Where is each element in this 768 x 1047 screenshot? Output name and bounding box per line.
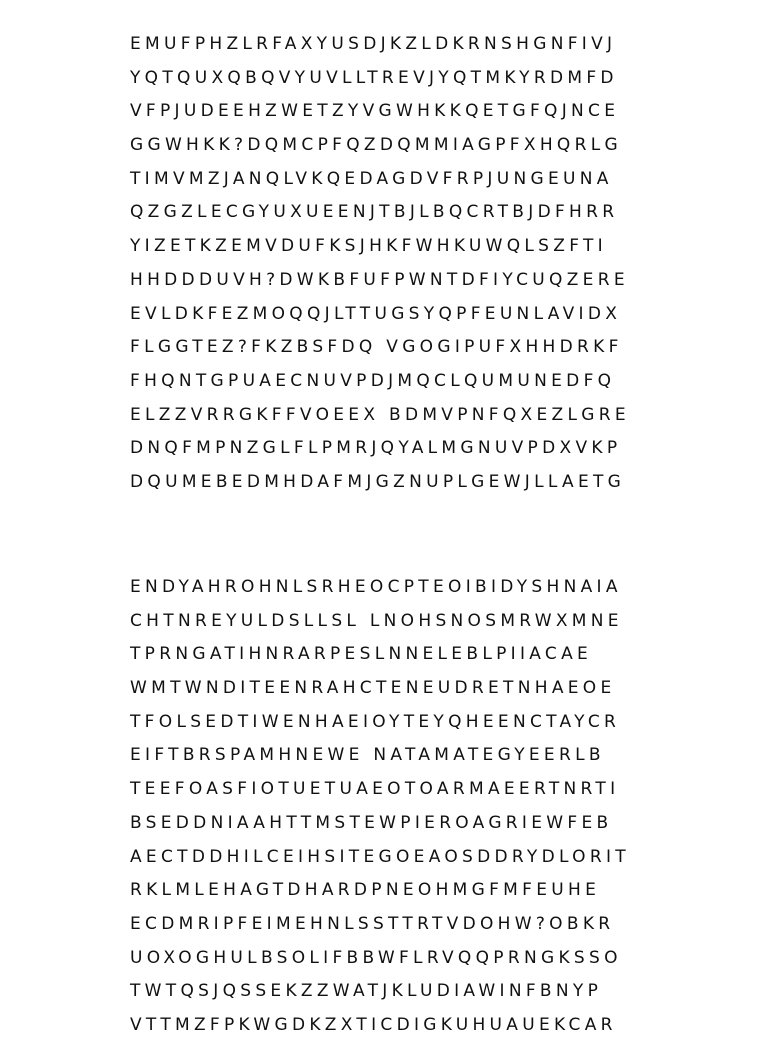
text-line: ENDYAHROHNLSRHEOCPTEOIBIDYSHNAIA <box>130 577 622 597</box>
text-line: GGWHKK?DQMCPFQZDQMMIAGPFXHQRLG <box>130 135 622 156</box>
text-line: DQUMEBEDMHDAFMJGZNUPLGEWJLLAETG <box>130 471 626 492</box>
text-line: AECTDDHILCEIHSITEGOEAOSDDRYDLORIT <box>130 846 630 867</box>
text-line: ELZZVRRGKFFVOEEX BDMVPNFQXEZLGRE <box>130 404 630 425</box>
text-line: TPRNGATIHNRARPESLNNELEBLPIIACAE <box>130 644 593 665</box>
text-line: DNQFMPNZGLFLPMRJQYALMGNUVPDXVKP <box>130 438 622 459</box>
text-line: QZGZLECGYUXUEENJTBJLBQCRTBJDFHRR <box>130 202 619 223</box>
text-line: HHDDDUVH?DWKBFUFPWNTDFIYCUQZERE <box>130 269 629 290</box>
text-line: YQTQUXQBQVYUVLLTREVJYQTMKYRDMFD <box>130 67 618 88</box>
text-line: CHTNREYULDSLLSL LNOHSNOSMRWXMNE <box>130 610 623 631</box>
text-line: EMUFPHZLRFAXYUSDJKZLDKRNSHGNFIVJ <box>130 34 617 54</box>
text-line: VTTMZFPKWGDKZXTICDIGKUHUAUEKCAR <box>130 1014 617 1035</box>
text-line: FHQNTGPUAECNUVPDJMQCLQUMUNEDFQ <box>130 370 616 391</box>
text-line: RKLMLEHAGTDHARDPNEOHMGFMFEUHE <box>130 880 601 901</box>
text-line: TIMVMZJANQLVKQEDAGDVFRPJUNGEUNA <box>130 168 613 189</box>
text-line: EIFTBRSPAMHNEWE NATAMATEGYEERLB <box>130 745 605 766</box>
text-line: VFPJUDEEHZWETZYVGWHKKQETGFQJNCE <box>130 101 620 122</box>
text-line: YIZETKZEMVDUFKSJHKFWHKUWQLSZFTI <box>130 236 607 257</box>
text-line: TWTQSJQSSEKZZWATJKLUDIAWINFBNYP <box>130 981 603 1002</box>
text-line: FLGGTEZ?FKZBSFDQ VGOGIPUFXHHDRKF <box>130 337 623 358</box>
text-line: ECDMRIPFEIMEHNLSSTTRTVDOHW?OBKR <box>130 913 615 934</box>
text-line: BSEDDNIAAHTTMSTEWPIEROAGRIEWFEB <box>130 812 613 833</box>
text-line: UOXOGHULBSOLIFBBWFLRVQQPRNGKSSO <box>130 947 622 968</box>
text-line: EVLDKFEZMOQQJLTTUGSYQPFEUNLAVIDX <box>130 303 622 324</box>
transposition-text-block <box>130 575 750 1047</box>
text-line: TFOLSEDTIWENHAEIOYTEYQHEENCTAYCR <box>130 711 621 732</box>
text-line: TEEFOASFIOTUETUAEOTOARMAEERTNRTI <box>130 779 620 800</box>
cipher-text-block <box>130 32 750 504</box>
text-line: WMTWNDITEENRAHCTENEUDRETNHAEOE <box>130 678 616 699</box>
